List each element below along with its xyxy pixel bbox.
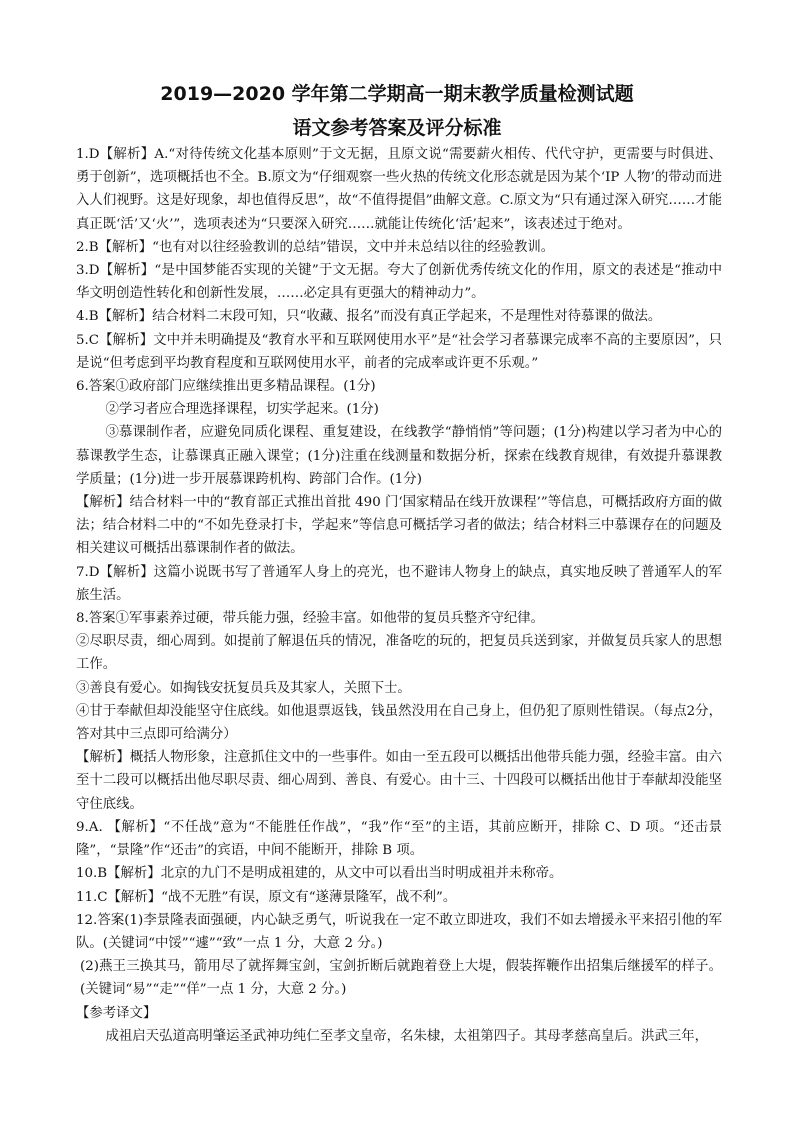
answer-q6-point2: ②学习者应合理选择课程，切实学起来。(1分) [105, 402, 379, 418]
answer-body [76, 143, 722, 1048]
answer-q7: 7.D【解析】这篇小说既书写了普通军人身上的亮光，也不避讳人物身上的缺点，真实地反映了普通军人的军旅生活。 [76, 564, 722, 603]
translation-text: 成祖启天弘道高明肇运圣武神功纯仁至孝文皇帝，名朱棣，太祖第四子。其母孝慈高皇后。洪武三年， [105, 1028, 709, 1044]
answer-q11: 11.C【解析】“战不无胜”有误，原文有“遂薄景隆军，战不利”。 [76, 889, 457, 905]
answer-q12-part1: 12.答案(1)李景隆表面强硬，内心缺乏勇气，听说我在一定不敢立即进攻，我们不如去增援永平来招引他的军队。(关键词“中馁”“遽”“致”一点 1 分，大意 2 分。) [76, 912, 722, 951]
answer-q6-point3: ③慕课制作者，应避免同质化课程、重复建设，在线教学“静悄悄”等问题；(1分)构建以学习者为中心的慕课教学生态，让慕课真正融入课堂；(1分)注重在线测量和数据分析，探索在线教育规律，有效提升慕课教学质量；(1分)进一步开展慕课跨机构、跨部门合作。(1分) [76, 425, 722, 487]
answer-q8-point4: ④甘于奉献但却没能坚守住底线。如他退票返钱，钱虽然没用在自己身上，但仍犯了原则性错误。（每点2分，答对其中三点即可给满分） [76, 703, 722, 743]
answer-q6-point1: 6.答案①政府部门应继续推出更多精品课程。(1分) [76, 379, 376, 395]
document-subtitle: 语文参考答案及评分标准 [292, 117, 502, 139]
translation-heading: 【参考译文】 [76, 1005, 157, 1021]
answer-q12-part2: (2)燕王三换其马，箭用尽了就挥舞宝剑，宝剑折断后就跑着登上大堤，假装挥鞭作出招集后继援军的样子。(关键词“易”“走”“佯”一点 1 分，大意 2 分。) [80, 959, 722, 998]
answer-q8-point2: ②尽职尽责，细心周到。如提前了解退伍兵的情况，准备吃的玩的，把复员兵送到家，并做复员兵家人的思想工作。 [76, 634, 722, 673]
answer-q8-point1: 8.答案①军事素养过硬，带兵能力强，经验丰富。如他带的复员兵整齐守纪律。 [76, 611, 545, 627]
answer-q10: 10.B【解析】北京的九门不是明成祖建的，从文中可以看出当时明成祖并未称帝。 [76, 866, 563, 882]
answer-q9: 9.A. 【解析】“不任战”意为“不能胜任作战”，“我”作“至”的主语，其前应断开，排除 C、D 项。“还击景隆”，“景隆”作“还击”的宾语，中间不能断开，排除 B 项。 [76, 819, 722, 859]
answer-q6-analysis: 【解析】结合材料一中的“教育部正式推出首批 490 门‘国家精品在线开放课程’”等信息，可概括政府方面的做法；结合材料二中的“不如先登录打卡，学起来”等信息可概括学习者的做法；结合材料三中慕课存在的问题及相关建议可概括出慕课制作者的做法。 [76, 495, 722, 557]
answer-q5: 5.C【解析】文中并未明确提及“教育水平和互联网使用水平”是“社会学习者慕课完成率不高的主要原因”，只是说“但考虑到平均教育程度和互联网使用水平，前者的完成率或许更不乐观。” [76, 332, 722, 371]
answer-q8-analysis: 【解析】概括人物形象，注意抓住文中的一些事件。如由一至五段可以概括出他带兵能力强，经验丰富。由六至十二段可以概括出他尽职尽责、细心周到、善良、有爱心。由十三、十四段可以概括出他甘于奉献却没能坚守住底线。 [76, 750, 722, 812]
document-title: 2019—2020 学年第二学期高一期末教学质量检测试题 [160, 83, 634, 105]
answer-q8-point3: ③善良有爱心。如掏钱安抚复员兵及其家人，关照下士。 [76, 680, 411, 696]
answer-q4: 4.B【解析】结合材料二末段可知，只“收藏、报名”而没有真正学起来，不是理性对待慕课的做法。 [76, 309, 662, 325]
answer-q1: 1.D【解析】A.“对待传统文化基本原则”于文无据，且原文说“需要薪火相传、代代守护，更需要与时俱进、勇于创新”，选项概括也不全。B.原文为“仔细观察一些火热的传统文化形态就是因为某个‘IP 人物’的带动而进入人们视野。这是好现象，却也值得反思”，故“不值得提倡”曲解文意。C.原文为“只有通过深入研究……才能真正既‘活’又‘火’”，选项表述为“只要深入研究……就能让传统化‘活’起来”，该表述过于绝对。 [76, 147, 722, 232]
answer-q3: 3.D【解析】“是中国梦能否实现的关键”于文无据。夸大了创新优秀传统文化的作用，原文的表述是“推动中华文明创造性转化和创新性发展，……必定具有更强大的精神动力”。 [76, 263, 722, 302]
answer-q2: 2.B【解析】“也有对以往经验教训的总结”错误，文中并未总结以往的经验教训。 [76, 239, 555, 255]
